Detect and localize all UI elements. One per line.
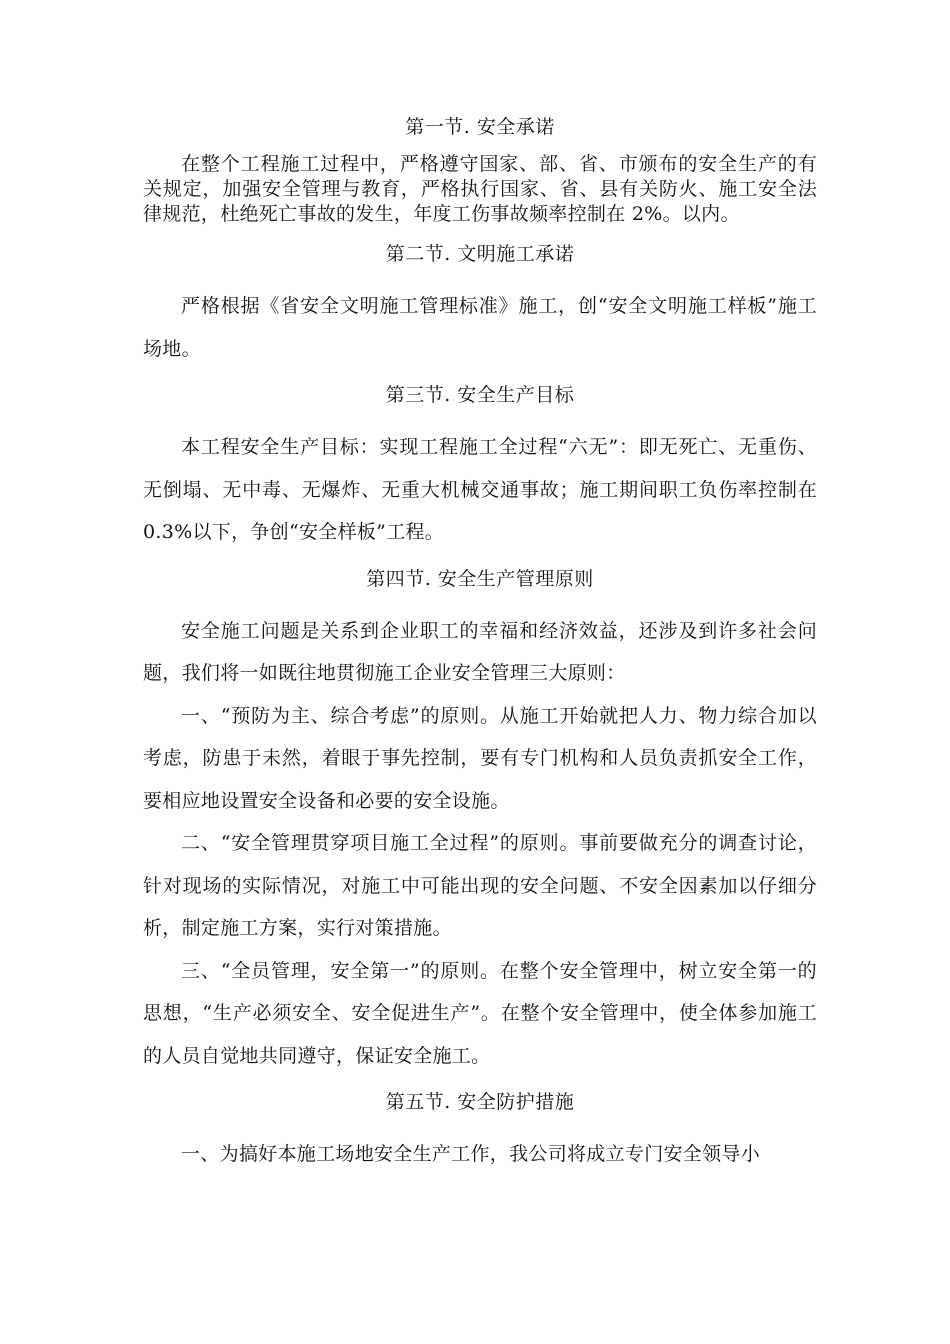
section-4-principle-1: 一、“预防为主、综合考虑”的原则。从施工开始就把人力、物力综合加以考虑，防患于未然，着眼于事先控制，要有专门机构和人员负责抓安全工作，要相应地设置安全设备和必要的安全设施。 [143, 704, 817, 812]
section-3-heading: 第三节. 安全生产目标 [385, 384, 575, 406]
section-5-paragraph: 一、为搞好本施工场地安全生产工作，我公司将成立专门安全领导小 [181, 1143, 761, 1165]
section-4-principle-3: 三、“全员管理，安全第一”的原则。在整个安全管理中，树立安全第一的思想，“生产必须安全、安全促进生产”。在整个安全管理中，使全体参加施工的人员自觉地共同遵守，保证安全施工。 [143, 959, 817, 1067]
section-1-heading: 第一节. 安全承诺 [405, 116, 555, 138]
document-page [143, 112, 817, 1176]
section-5-heading: 第五节. 安全防护措施 [385, 1091, 575, 1113]
section-2-paragraph: 严格根据《省安全文明施工管理标准》施工，创“安全文明施工样板”施工场地。 [143, 295, 817, 360]
section-1-paragraph: 在整个工程施工过程中，严格遵守国家、部、省、市颁布的安全生产的有关规定，加强安全管理与教育，严格执行国家、省、县有关防火、施工安全法律规范，杜绝死亡事故的发生，年度工伤事故频率控制在 2%。以内。 [143, 153, 817, 225]
section-3-paragraph: 本工程安全生产目标：实现工程施工全过程“六无”：即无死亡、无重伤、无倒塌、无中毒、无爆炸、无重大机械交通事故；施工期间职工负伤率控制在 0.3%以下，争创“安全样板”工程。 [143, 436, 817, 543]
section-2-heading: 第二节. 文明施工承诺 [385, 243, 575, 265]
section-4-heading: 第四节. 安全生产管理原则 [366, 567, 594, 590]
section-4-principle-2: 二、“安全管理贯穿项目施工全过程”的原则。事前要做充分的调查讨论，针对现场的实际情况，对施工中可能出现的安全问题、不安全因素加以仔细分析，制定施工方案，实行对策措施。 [143, 832, 817, 939]
section-4-paragraph-intro: 安全施工问题是关系到企业职工的幸福和经济效益，还涉及到许多社会问题，我们将一如既往地贯彻施工企业安全管理三大原则： [143, 619, 817, 684]
